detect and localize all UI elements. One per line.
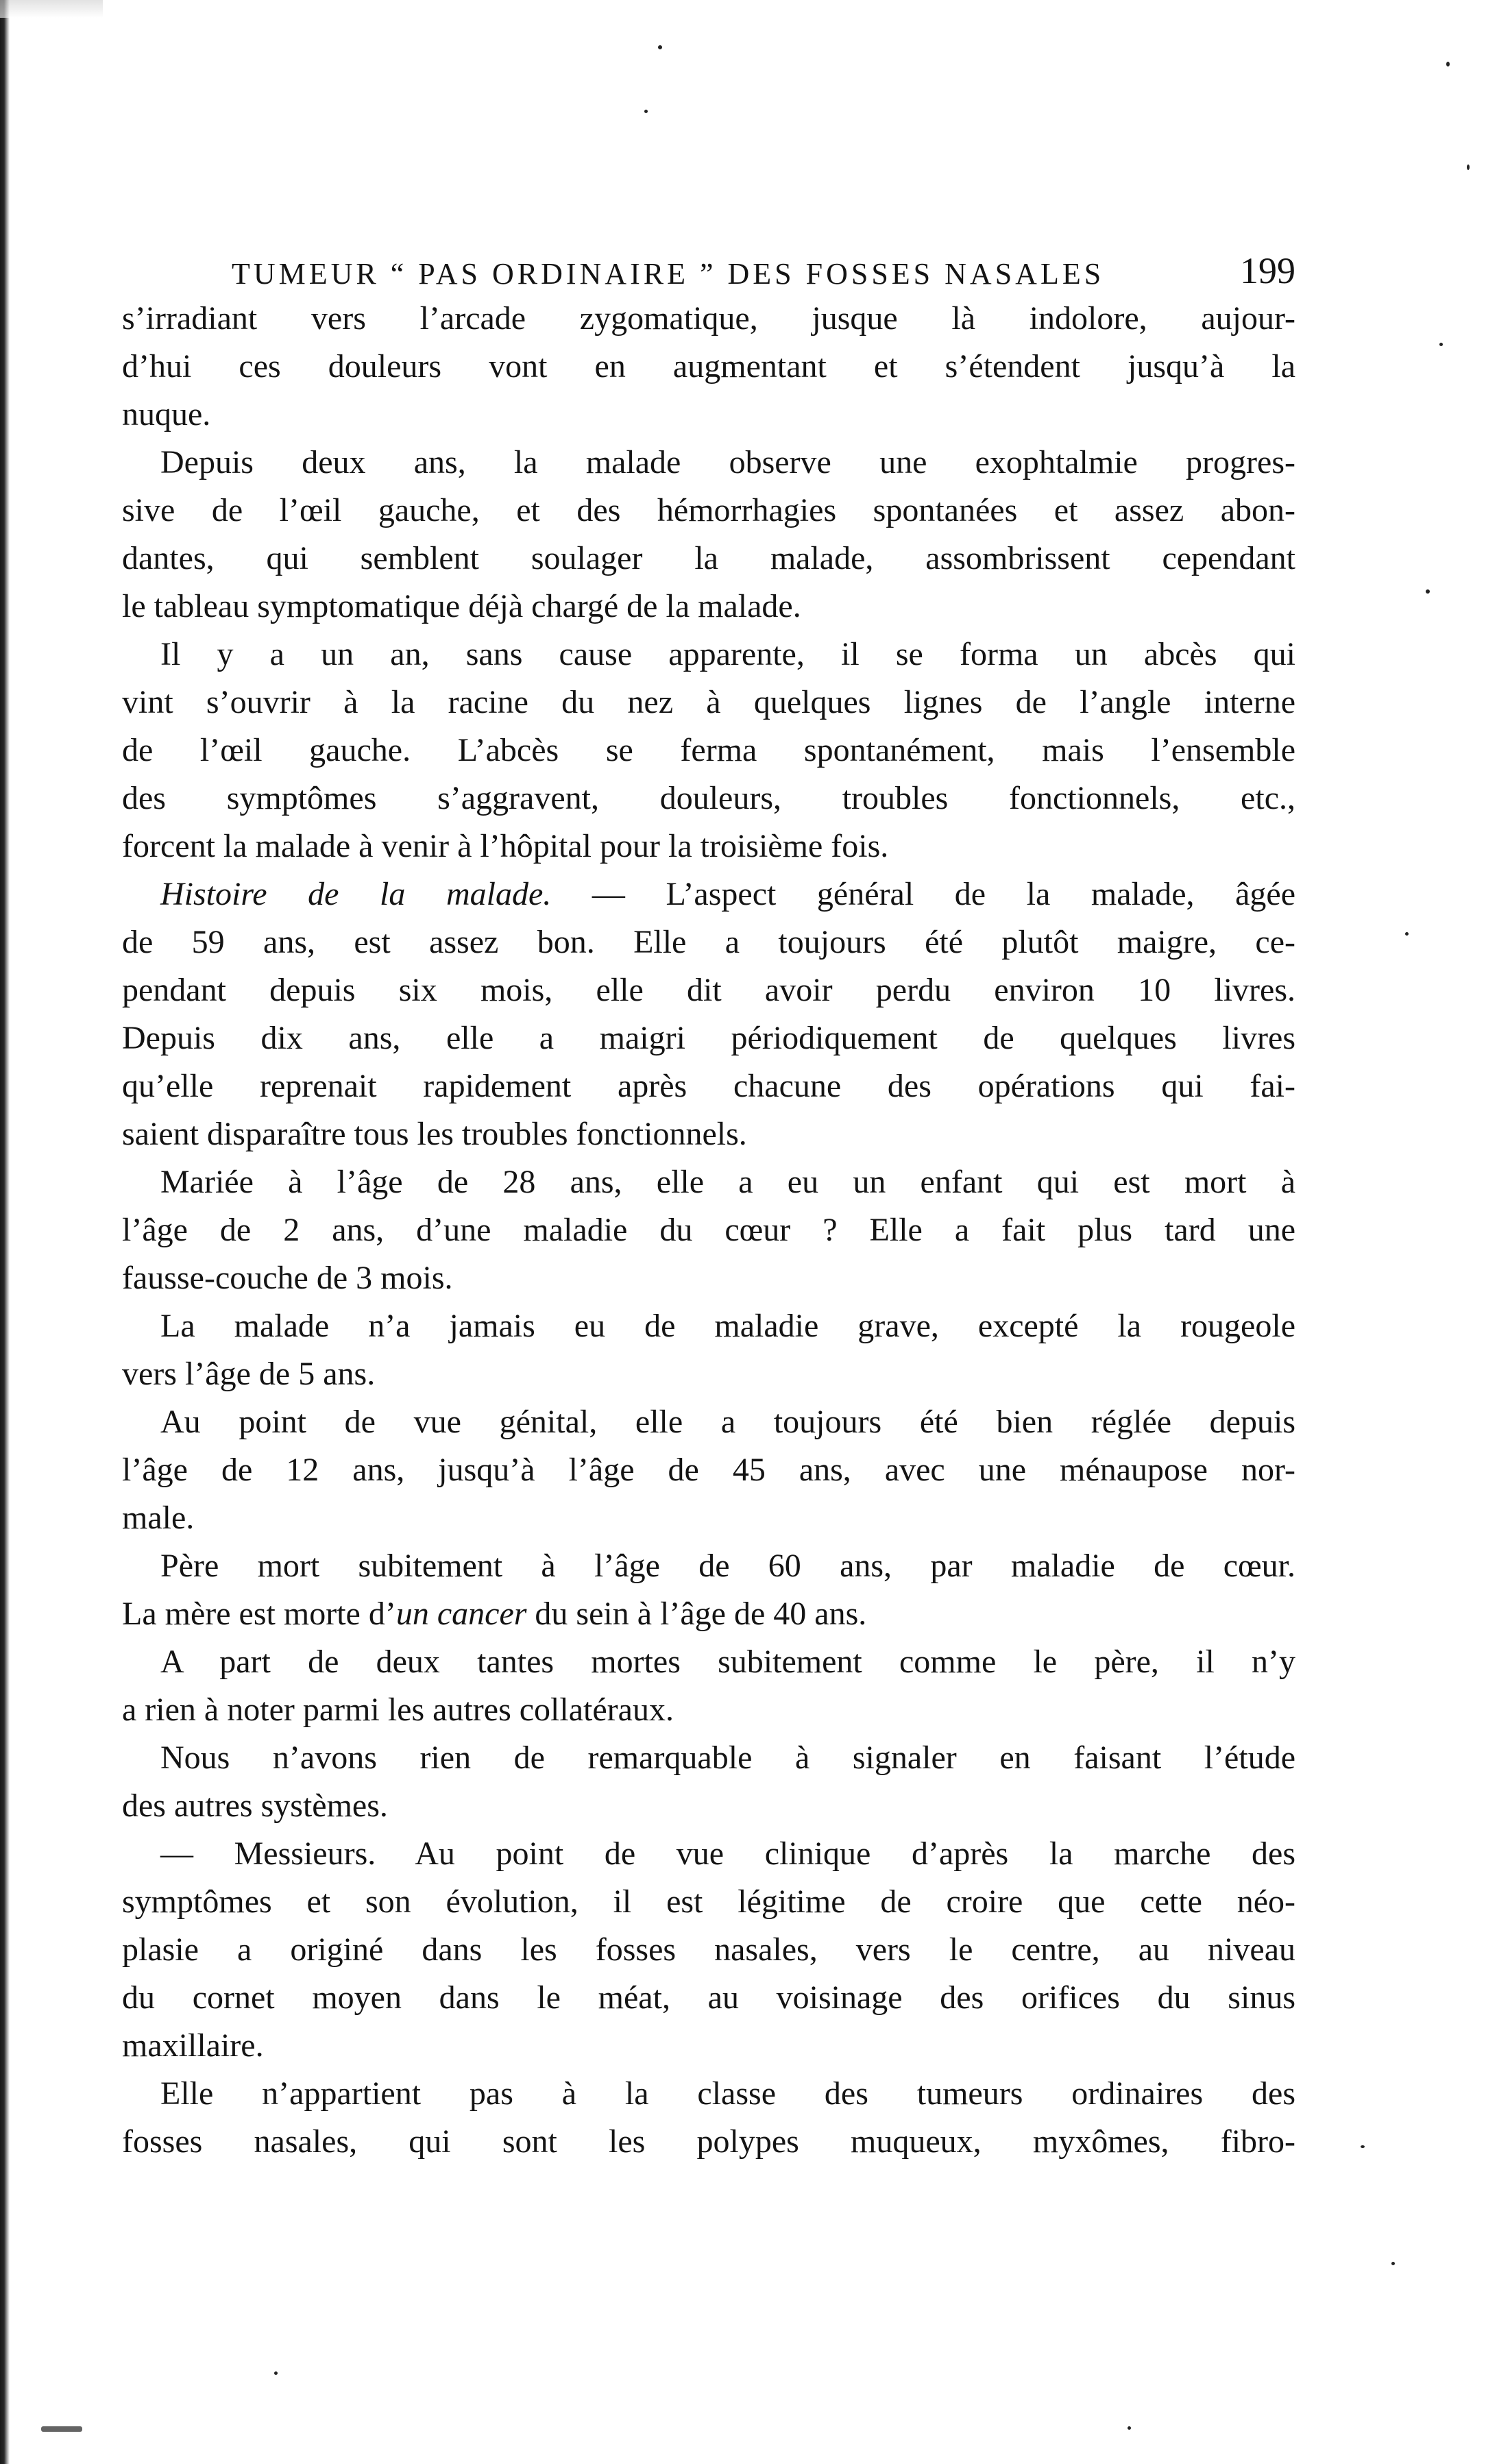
text-line-history [122, 870, 1295, 918]
text-line: l’âge de 2 ans, d’une maladie du cœur ? Elle a fait plus tard une [122, 1212, 1295, 1248]
text-line: plasie a originé dans les fosses nasales, vers le centre, au niveau [122, 1931, 1295, 1968]
text-line: de 59 ans, est assez bon. Elle a toujours été plutôt maigre, ce- [122, 924, 1295, 960]
text-line: — Messieurs. Au point de vue clinique d’après la marche des [160, 1835, 1295, 1872]
history-text: — L’aspect général de la malade, âgée [592, 876, 1296, 912]
text-line: s’irradiant vers l’arcade zygomatique, jusque là indolore, aujour- [122, 300, 1295, 337]
scan-binding-edge [0, 0, 10, 2464]
text-line: qu’elle reprenait rapidement après chacune des opérations qui fai- [122, 1068, 1295, 1104]
text-line: Elle n’appartient pas à la classe des tumeurs ordinaires des [160, 2075, 1295, 2112]
scan-speck [1426, 589, 1430, 594]
cancer-italic: un cancer [395, 1596, 527, 1632]
history-heading: Histoire de la malade. [160, 876, 552, 912]
text-line: vint s’ouvrir à la racine du nez à quelques lignes de l’angle interne [122, 684, 1295, 720]
body-text [122, 295, 1295, 2166]
text-line: sive de l’œil gauche, et des hémorrhagies spontanées et assez abon- [122, 492, 1295, 528]
mother-suffix: du sein à l’âge de 40 ans. [535, 1596, 867, 1632]
text-line: d’hui ces douleurs vont en augmentant et s’étendent jusqu’à la [122, 348, 1295, 385]
scan-speck [644, 110, 648, 113]
running-title: TUMEUR “ PAS ORDINAIRE ” DES FOSSES NASALES [232, 257, 1105, 291]
running-header [232, 249, 1295, 297]
scan-speck [274, 2371, 278, 2375]
scan-speck [1361, 2145, 1365, 2148]
scan-speck [1446, 62, 1450, 66]
text-line: A part de deux tantes mortes subitement comme le père, il n’y [160, 1644, 1295, 1680]
text-line: Au point de vue génital, elle a toujours été bien réglée depuis [160, 1404, 1295, 1440]
text-line: fosses nasales, qui sont les polypes muqueux, myxômes, fibro- [122, 2123, 1295, 2160]
text-line: Nous n’avons rien de remarquable à signaler en faisant l’étude [160, 1740, 1295, 1776]
text-line: saient disparaître tous les troubles fonctionnels. [122, 1116, 747, 1152]
text-line: Depuis deux ans, la malade observe une exophtalmie progres- [160, 444, 1295, 480]
text-line: dantes, qui semblent soulager la malade, assombrissent cependant [122, 540, 1295, 576]
text-line: des symptômes s’aggravent, douleurs, troubles fonctionnels, etc., [122, 780, 1295, 816]
text-line-mother [122, 1590, 1295, 1638]
text-line: le tableau symptomatique déjà chargé de la malade. [122, 588, 801, 624]
text-line: symptômes et son évolution, il est légitime de croire que cette néo- [122, 1883, 1295, 1920]
mother-prefix: La mère est morte d’ [122, 1596, 396, 1632]
text-line: Père mort subitement à l’âge de 60 ans, par maladie de cœur. [160, 1548, 1295, 1584]
text-line: l’âge de 12 ans, jusqu’à l’âge de 45 ans, avec une ménaupose nor- [122, 1452, 1295, 1488]
text-line: Depuis dix ans, elle a maigri périodiquement de quelques livres [122, 1020, 1295, 1056]
text-line: La malade n’a jamais eu de maladie grave, excepté la rougeole [160, 1308, 1295, 1344]
text-line: forcent la malade à venir à l’hôpital pour la troisième fois. [122, 828, 889, 864]
scan-top-edge [0, 0, 103, 18]
scan-speck [1467, 164, 1470, 170]
scan-speck [1128, 2426, 1131, 2430]
text-line: de l’œil gauche. L’abcès se ferma spontanément, mais l’ensemble [122, 732, 1295, 768]
text-line: pendant depuis six mois, elle dit avoir perdu environ 10 livres. [122, 972, 1295, 1008]
text-line: Il y a un an, sans cause apparente, il se forma un abcès qui [160, 636, 1295, 672]
text-line: vers l’âge de 5 ans. [122, 1356, 376, 1392]
text-line: fausse-couche de 3 mois. [122, 1260, 453, 1296]
text-line: des autres systèmes. [122, 1788, 388, 1824]
scan-speck [658, 45, 662, 49]
page-number: 199 [1240, 250, 1295, 291]
text-line: nuque. [122, 396, 211, 432]
text-line: a rien à noter parmi les autres collatéraux. [122, 1692, 674, 1728]
scan-speck [1391, 2262, 1395, 2265]
text-line: male. [122, 1500, 195, 1536]
scan-speck [41, 2426, 82, 2432]
text-line: Mariée à l’âge de 28 ans, elle a eu un enfant qui est mort à [160, 1164, 1295, 1200]
text-line: du cornet moyen dans le méat, au voisinage des orifices du sinus [122, 1979, 1295, 2016]
scan-speck [1405, 932, 1409, 936]
scan-speck [1439, 343, 1443, 346]
text-line: maxillaire. [122, 2027, 264, 2064]
